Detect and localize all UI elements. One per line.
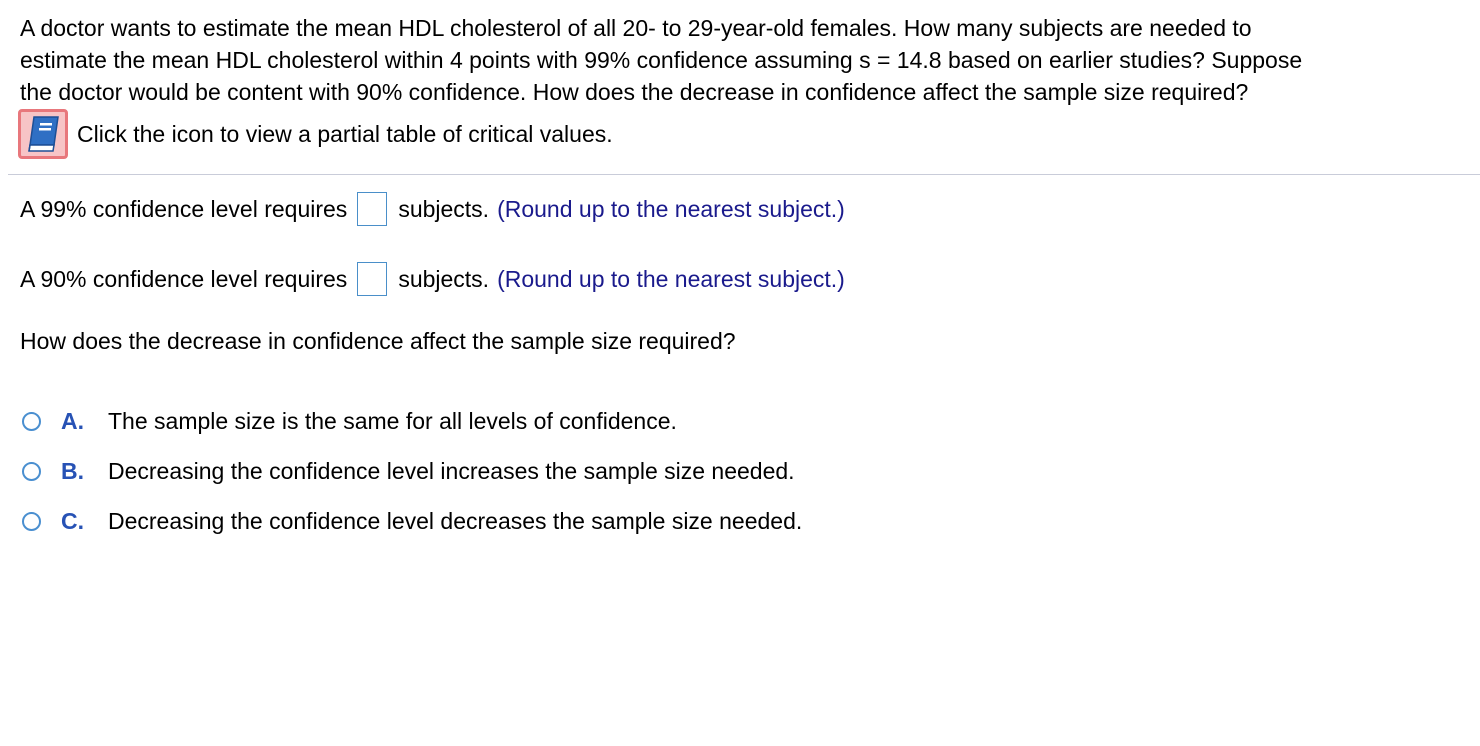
section-divider: [8, 174, 1480, 175]
answer-suffix: subjects.: [398, 195, 490, 222]
question-line: estimate the mean HDL cholesterol within 4 points with 99% confidence assuming s = 14.8 based on earlier studies? Suppose: [20, 47, 1303, 73]
answer-row-99: [20, 190, 845, 228]
option-letter: C.: [61, 507, 84, 534]
question-text: [20, 12, 1475, 108]
option-letter: A.: [61, 407, 84, 434]
radio-button[interactable]: [22, 512, 41, 531]
question-line: the doctor would be content with 90% confidence. How does the decrease in confidence affect the sample size required?: [20, 79, 1249, 105]
sample-size-99-input[interactable]: [357, 192, 387, 226]
option-a[interactable]: [22, 405, 677, 437]
question-line: A doctor wants to estimate the mean HDL cholesterol of all 20- to 29-year-old females. How many subjects are needed to: [20, 15, 1252, 41]
answer-suffix: subjects.: [398, 265, 490, 292]
option-b[interactable]: [22, 455, 795, 487]
answer-prefix: A 99% confidence level requires: [20, 195, 348, 222]
option-text: The sample size is the same for all levels of confidence.: [108, 407, 677, 434]
critical-values-hint: [18, 108, 613, 160]
sub-question: How does the decrease in confidence affect the sample size required?: [20, 328, 736, 354]
hint-text: Click the icon to view a partial table of critical values.: [77, 120, 613, 147]
radio-button[interactable]: [22, 412, 41, 431]
rounding-note: (Round up to the nearest subject.): [497, 265, 845, 292]
answer-prefix: A 90% confidence level requires: [20, 265, 348, 292]
critical-values-table-button[interactable]: [18, 109, 68, 159]
book-icon: [26, 115, 60, 153]
option-text: Decreasing the confidence level increases the sample size needed.: [108, 457, 795, 484]
answer-row-90: [20, 260, 845, 298]
sample-size-90-input[interactable]: [357, 262, 387, 296]
option-text: Decreasing the confidence level decreases the sample size needed.: [108, 507, 803, 534]
option-c[interactable]: [22, 505, 802, 537]
option-letter: B.: [61, 457, 84, 484]
rounding-note: (Round up to the nearest subject.): [497, 195, 845, 222]
radio-button[interactable]: [22, 462, 41, 481]
